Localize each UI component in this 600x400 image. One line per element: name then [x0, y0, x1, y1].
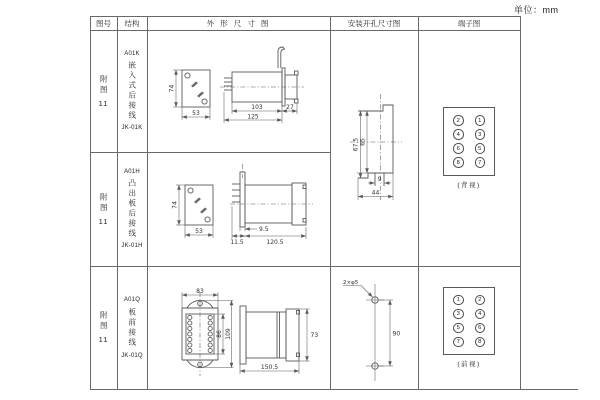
- header-mounting: 安装开孔尺寸图: [347, 18, 401, 28]
- outline-drawing-jk01q: [147, 266, 330, 389]
- fig-no-row1: [90, 30, 117, 152]
- outline-drawing-jk01k: [147, 30, 330, 152]
- terminal-pin: 7: [475, 157, 486, 168]
- model-label: A01H: [124, 169, 140, 175]
- fig-no-chars: 附图: [99, 74, 109, 96]
- structure-desc: 嵌入式后接线: [127, 61, 137, 121]
- fig-no-num: 11: [98, 216, 109, 226]
- dim-total-length: 125: [247, 113, 259, 121]
- structure-row1: [117, 30, 147, 152]
- dim-notch-width: 9: [377, 176, 382, 183]
- terminal-pin: 3: [453, 309, 464, 320]
- table-border-bottom: [90, 389, 578, 390]
- terminal-box: [443, 107, 495, 176]
- terminal-diagram-front-view: [418, 266, 520, 389]
- dim-inner-height: 86: [216, 330, 223, 338]
- dim-top-width: 83: [196, 288, 204, 295]
- fig-no-row3: [90, 266, 117, 389]
- dim-gap: 9.5: [259, 226, 269, 233]
- table-border-right: [520, 16, 521, 389]
- fig-no-chars: 附图: [99, 311, 109, 332]
- outline-drawing-jk01h: [147, 152, 330, 266]
- dim-inner-height: 65: [359, 138, 367, 146]
- front-view: [169, 70, 211, 120]
- terminal-pin: 2: [453, 115, 464, 126]
- dim-rear-length: 27: [286, 104, 294, 111]
- side-view: [220, 47, 304, 123]
- terminal-pin: 7: [453, 337, 464, 348]
- terminal-diagram-rear-view: [418, 30, 520, 266]
- fig-no-num: 11: [98, 335, 109, 344]
- dim-flange: 11.5: [230, 239, 244, 246]
- fig-no-num: 11: [98, 98, 109, 108]
- dim-body-length: 120.5: [266, 239, 284, 246]
- terminal-pin: 8: [453, 157, 464, 168]
- dim-front-width: 53: [192, 110, 200, 117]
- terminal-pin: 6: [475, 323, 486, 334]
- header-outline: 外 形 尺 寸 图: [206, 18, 271, 28]
- terminal-caption: (背视): [457, 181, 481, 189]
- side-view: [230, 164, 313, 246]
- terminal-pin: 3: [475, 129, 486, 140]
- fig-no-row2: [90, 152, 117, 266]
- type-code: JK-01K: [121, 125, 143, 131]
- structure-desc: 凸出板后接线: [127, 179, 137, 239]
- unit-label: 单位：mm: [514, 5, 559, 15]
- terminal-pin: 2: [475, 295, 486, 306]
- terminal-box: [443, 287, 495, 356]
- terminal-pin: 4: [453, 129, 464, 140]
- terminal-pin: 6: [453, 143, 464, 154]
- structure-row2: [117, 152, 147, 266]
- type-code: JK-01Q: [121, 352, 143, 359]
- dim-hole-spacing: 90: [392, 330, 401, 338]
- mounting-hole-drawing-row3: [330, 266, 418, 389]
- header-structure: 结构: [124, 18, 140, 28]
- terminal-pin: 4: [475, 309, 486, 320]
- header-fig-no: 图号: [96, 18, 111, 28]
- dim-front-height: 74: [168, 84, 176, 93]
- dim-total-width: 44: [371, 189, 380, 197]
- model-label: A01K: [124, 51, 140, 57]
- header-terminal: 端子图: [457, 18, 481, 28]
- structure-row3: [117, 266, 147, 389]
- dim-body-length: 103: [251, 104, 263, 111]
- hole-layout: [343, 280, 400, 381]
- dim-side-height: 73: [310, 332, 319, 339]
- dim-side-length: 150.5: [260, 364, 279, 371]
- dim-front-height: 74: [171, 201, 179, 209]
- side-view: [240, 306, 318, 374]
- front-view: [182, 288, 234, 376]
- dim-front-width: 53: [195, 228, 203, 235]
- front-view: [172, 185, 214, 238]
- dim-outer-height: 67.5: [352, 137, 360, 152]
- terminal-caption: (前视): [457, 361, 481, 369]
- cutout-profile: [350, 94, 402, 200]
- terminal-pin: 5: [475, 143, 486, 154]
- structure-desc: 板前接线: [127, 307, 137, 348]
- terminal-pin: 1: [453, 295, 464, 306]
- type-code: JK-01H: [121, 243, 143, 249]
- dim-outer-height: 109: [225, 328, 232, 340]
- mounting-hole-drawing-rows12: [330, 30, 418, 266]
- fig-no-chars: 附图: [99, 192, 109, 214]
- terminal-pin: 5: [453, 323, 464, 334]
- terminal-pin: 1: [475, 115, 486, 126]
- hole-size-label: 2×φ5: [343, 280, 359, 286]
- model-label: A01Q: [123, 296, 141, 303]
- terminal-pin: 8: [475, 337, 486, 348]
